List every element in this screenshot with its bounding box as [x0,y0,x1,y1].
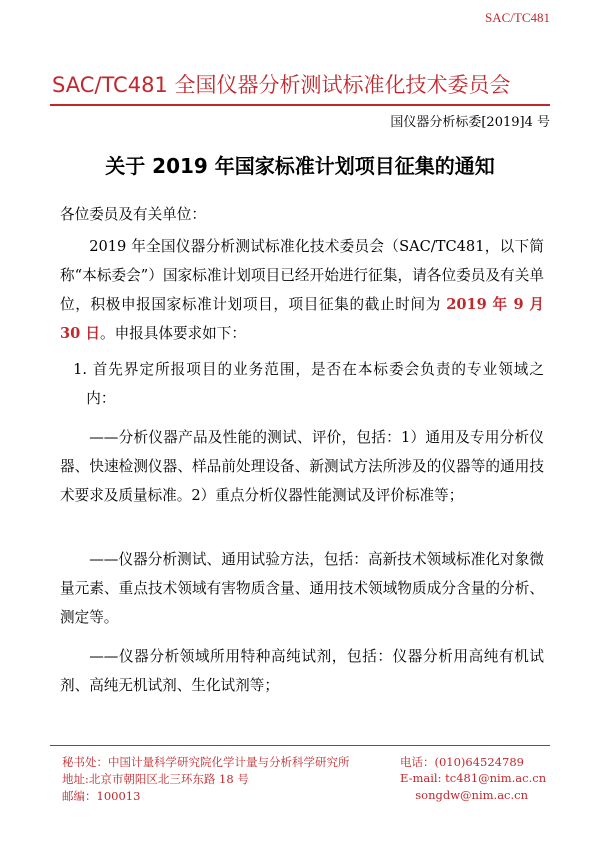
document-number: 国仪器分析标委[2019]4 号 [390,115,550,130]
requirement-item-1 [60,355,544,413]
document-title: 关于 2019 年国家标准计划项目征集的通知 [105,154,495,178]
scope-paragraph-1 [60,423,544,510]
intro-text [60,232,544,348]
intro-paragraph [60,232,544,348]
intro-text-before: 2019 年全国仪器分析测试标准化技术委员会（SAC/TC481，以下简称“本标委会”）国家标准计划项目已经开始进行征集，请各位委员及有关单位，积极申报国家标准计划项目，项目征集的截止时间为 [60,238,544,313]
salutation-text: 各位委员及有关单位： [60,206,206,223]
footer-email-secondary[interactable]: songdw@nim.ac.cn [415,788,528,802]
scope-text-3: ——仪器分析领域所用特种高纯试剂，包括：仪器分析用高纯有机试剂、高纯无机试剂、生化试剂等； [60,648,544,694]
org-header: SAC/TC481 全国仪器分析测试标准化技术委员会 [52,73,511,97]
footer-phone: 电话：(010)64524789 [400,755,524,769]
scope-text-2: ——仪器分析测试、通用试验方法，包括：高新技术领域标准化对象微量元素、重点技术领域有害物质含量、通用技术领域物质成分含量的分析、测定等。 [60,551,544,626]
footer-address: 地址:北京市朝阳区北三环东路 18 号 [62,772,249,786]
footer-email-primary[interactable]: E-mail: tc481@nim.ac.cn [400,771,547,785]
deadline-date: 2019 年 9 月 30 日 [60,296,544,342]
footer-secretariat: 秘书处：中国计量科学研究院化学计量与分析科学研究所 [62,755,350,769]
header-divider [50,104,550,106]
footer-postcode: 邮编：100013 [62,789,141,803]
scope-paragraph-2 [60,545,544,632]
intro-text-after: 。申报具体要求如下： [99,325,246,342]
salutation [60,200,544,229]
requirement-item-1-text: 1. 首先界定所报项目的业务范围，是否在本标委会负责的专业领域之内： [73,361,544,407]
scope-text-1: ——分析仪器产品及性能的测试、评价，包括：1）通用及专用分析仪器、快速检测仪器、样品前处理设备、新测试方法所涉及的仪器等的通用技术要求及质量标准。2）重点分析仪器性能测试及评价标准等； [60,429,544,504]
scope-paragraph-3 [60,642,544,700]
footer-divider [50,745,550,746]
committee-code: SAC/TC481 [484,10,550,25]
